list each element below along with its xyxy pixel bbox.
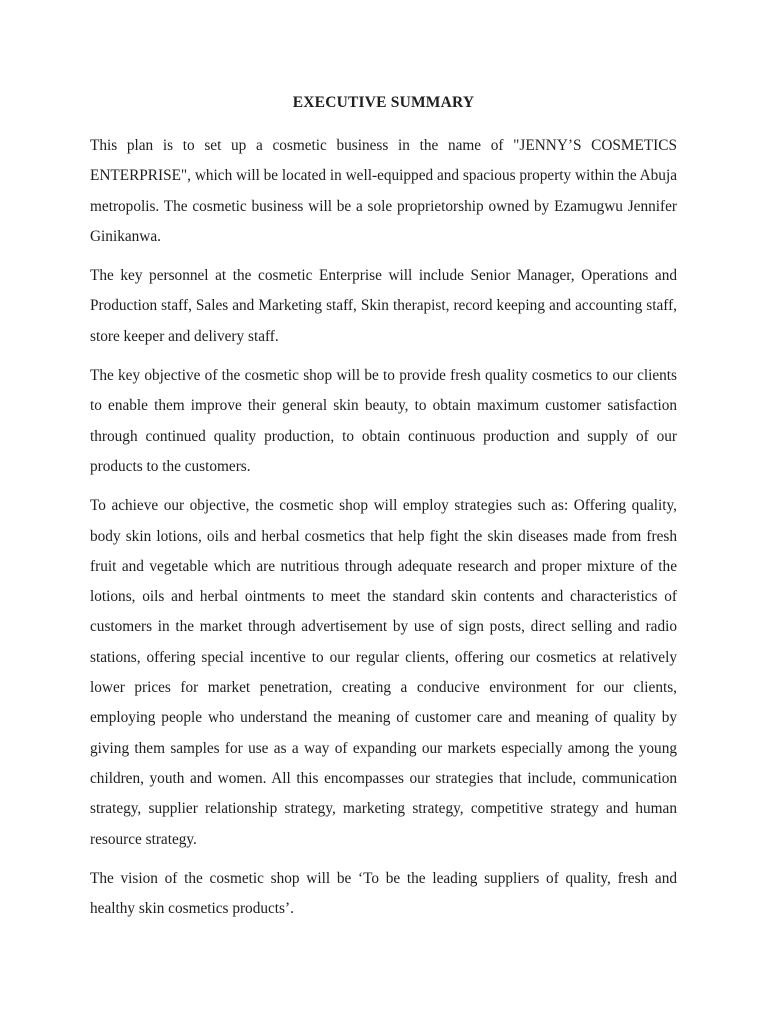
paragraph-strategies: To achieve our objective, the cosmetic shop will employ strategies such as: Offering quality, body skin lotions, oils and herbal cosmetics that help fight the skin diseases made from fresh fruit and vegetable which are nutritious through adequate research and proper mixture of the lotions, oils and herbal ointments to meet the standard skin contents and characteristics of customers in the market through advertisement by use of sign posts, direct selling and radio stations, offering special incentive to our regular clients, offering our cosmetics at relatively lower prices for market penetration, creating a conducive environment for our clients, employing people who understand the meaning of customer care and meaning of quality by giving them samples for use as a way of expanding our markets especially among the young children, youth and women. All this encompasses our strategies that include, communication strategy, supplier relationship strategy, marketing strategy, competitive strategy and human resource strategy. [90,497,677,848]
paragraph-key-personnel: The key personnel at the cosmetic Enterprise will include Senior Manager, Operations and Production staff, Sales and Marketing staff, Skin therapist, record keeping and accounting staff, store keeper and delivery staff. [90,267,677,345]
document-title: EXECUTIVE SUMMARY [292,94,475,111]
paragraph-vision: The vision of the cosmetic shop will be ‘To be the leading suppliers of quality, fresh and healthy skin cosmetics products’. [90,869,677,918]
paragraph-key-objective: The key objective of the cosmetic shop will be to provide fresh quality cosmetics to our clients to enable them improve their general skin beauty, to obtain maximum customer satisfaction through continued quality production, to obtain continuous production and supply of our products to the customers. [90,367,677,475]
paragraph-business-setup: This plan is to set up a cosmetic business in the name of "JENNY’S COSMETICS ENTERPRISE", which will be located in well-equipped and spacious property within the Abuja metropolis. The cosmetic business will be a sole proprietorship owned by Ezamugwu Jennifer Ginikanwa. [90,137,677,245]
document-body [90,88,677,933]
